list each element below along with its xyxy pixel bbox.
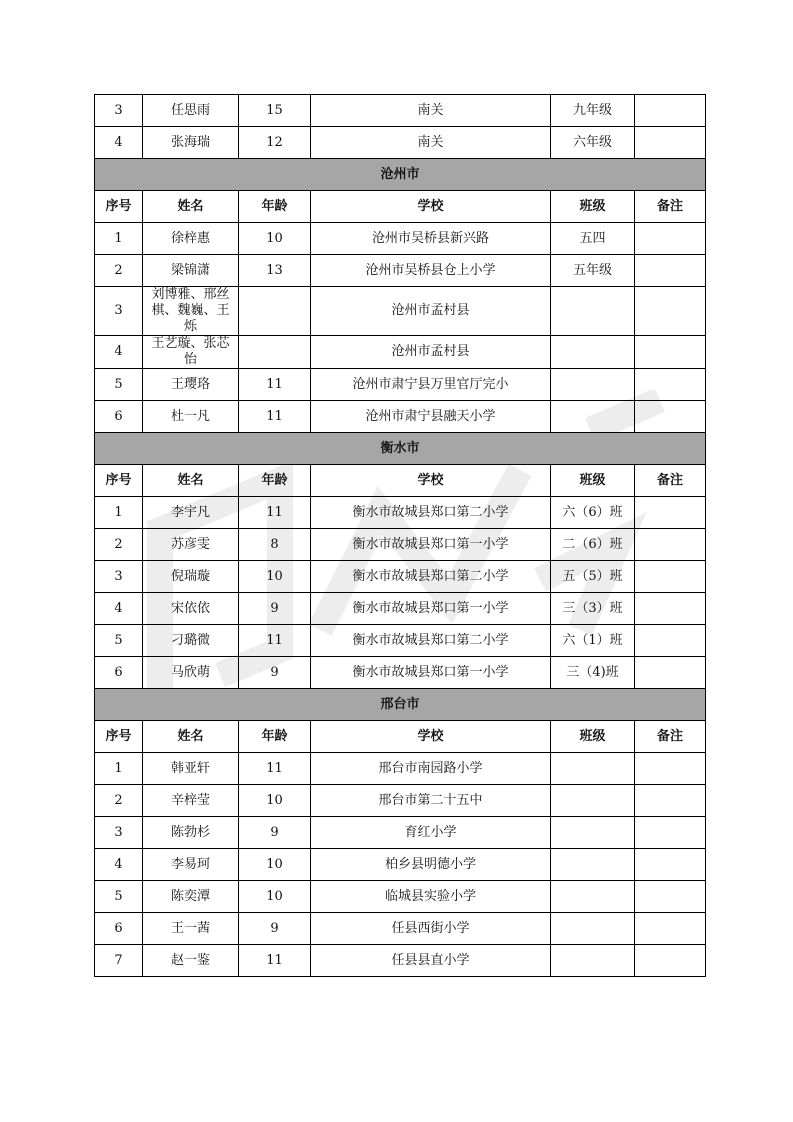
column-header-no: 序号: [95, 191, 143, 223]
cell-grade: [551, 785, 635, 817]
table-row: [95, 753, 706, 785]
column-header-row: [95, 465, 706, 497]
cell-grade: [551, 287, 635, 336]
cell-note: [635, 817, 706, 849]
cell-school: 沧州市肃宁县万里官厅完小: [311, 369, 551, 401]
cell-name: 王一茜: [143, 913, 239, 945]
cell-no: 6: [95, 401, 143, 433]
cell-age: 12: [239, 127, 311, 159]
column-header-note: 备注: [635, 465, 706, 497]
table-row: [95, 561, 706, 593]
cell-no: 5: [95, 881, 143, 913]
cell-note: [635, 529, 706, 561]
table-row: [95, 817, 706, 849]
cell-school: 任县县直小学: [311, 945, 551, 977]
cell-grade: 六（1）班: [551, 625, 635, 657]
cell-age: 10: [239, 785, 311, 817]
table-row: [95, 223, 706, 255]
cell-name: 任思雨: [143, 95, 239, 127]
cell-grade: [551, 881, 635, 913]
cell-age: 11: [239, 945, 311, 977]
cell-school: 沧州市吴桥县仓上小学: [311, 255, 551, 287]
cell-name: 梁锦潇: [143, 255, 239, 287]
table-row: [95, 529, 706, 561]
cell-no: 4: [95, 849, 143, 881]
cell-name: 赵一鉴: [143, 945, 239, 977]
cell-no: 2: [95, 255, 143, 287]
cell-note: [635, 287, 706, 336]
cell-no: 1: [95, 223, 143, 255]
cell-no: 3: [95, 561, 143, 593]
cell-note: [635, 127, 706, 159]
table-row: [95, 625, 706, 657]
cell-grade: 二（6）班: [551, 529, 635, 561]
cell-age: 9: [239, 913, 311, 945]
cell-no: 2: [95, 529, 143, 561]
cell-age: 9: [239, 817, 311, 849]
table-row: [95, 881, 706, 913]
student-table: [94, 94, 706, 977]
cell-no: 1: [95, 497, 143, 529]
column-header-note: 备注: [635, 721, 706, 753]
column-header-school: 学校: [311, 465, 551, 497]
cell-age: 10: [239, 849, 311, 881]
column-header-age: 年龄: [239, 191, 311, 223]
cell-note: [635, 753, 706, 785]
cell-age: 11: [239, 753, 311, 785]
cell-school: 衡水市故城县郑口第二小学: [311, 497, 551, 529]
column-header-age: 年龄: [239, 465, 311, 497]
cell-school: 沧州市孟村县: [311, 287, 551, 336]
cell-note: [635, 593, 706, 625]
cell-grade: [551, 849, 635, 881]
cell-no: 3: [95, 287, 143, 336]
column-header-name: 姓名: [143, 465, 239, 497]
cell-no: 4: [95, 336, 143, 369]
cell-no: 4: [95, 127, 143, 159]
table-row: [95, 95, 706, 127]
section-title: 衡水市: [95, 433, 706, 465]
cell-age: 9: [239, 657, 311, 689]
cell-note: [635, 625, 706, 657]
cell-grade: 六年级: [551, 127, 635, 159]
cell-note: [635, 881, 706, 913]
cell-school: 邢台市第二十五中: [311, 785, 551, 817]
cell-grade: 五四: [551, 223, 635, 255]
cell-age: 9: [239, 593, 311, 625]
table-row: [95, 945, 706, 977]
cell-school: 南关: [311, 127, 551, 159]
column-header-row: [95, 191, 706, 223]
table-row: [95, 785, 706, 817]
cell-grade: [551, 913, 635, 945]
cell-note: [635, 497, 706, 529]
cell-school: 育红小学: [311, 817, 551, 849]
cell-note: [635, 336, 706, 369]
cell-school: 柏乡县明德小学: [311, 849, 551, 881]
column-header-age: 年龄: [239, 721, 311, 753]
cell-no: 3: [95, 95, 143, 127]
section-title: 邢台市: [95, 689, 706, 721]
cell-note: [635, 369, 706, 401]
cell-name: 陈奕潭: [143, 881, 239, 913]
table-row: [95, 127, 706, 159]
column-header-no: 序号: [95, 721, 143, 753]
cell-grade: 五（5）班: [551, 561, 635, 593]
cell-name: 倪瑞璇: [143, 561, 239, 593]
cell-note: [635, 255, 706, 287]
cell-school: 任县西街小学: [311, 913, 551, 945]
cell-note: [635, 945, 706, 977]
table-row: [95, 401, 706, 433]
table-row: [95, 657, 706, 689]
cell-no: 5: [95, 625, 143, 657]
cell-no: 4: [95, 593, 143, 625]
cell-age: 11: [239, 369, 311, 401]
cell-name: 王艺璇、张芯怡: [143, 336, 239, 369]
column-header-name: 姓名: [143, 191, 239, 223]
column-header-school: 学校: [311, 721, 551, 753]
cell-school: 邢台市南园路小学: [311, 753, 551, 785]
column-header-name: 姓名: [143, 721, 239, 753]
cell-grade: 三（4)班: [551, 657, 635, 689]
cell-name: 辛梓莹: [143, 785, 239, 817]
cell-note: [635, 785, 706, 817]
cell-school: 衡水市故城县郑口第二小学: [311, 561, 551, 593]
cell-name: 马欣萌: [143, 657, 239, 689]
table-row: [95, 593, 706, 625]
cell-age: 10: [239, 561, 311, 593]
cell-age: 11: [239, 401, 311, 433]
column-header-no: 序号: [95, 465, 143, 497]
cell-name: 张海瑞: [143, 127, 239, 159]
cell-no: 3: [95, 817, 143, 849]
cell-no: 7: [95, 945, 143, 977]
cell-age: 15: [239, 95, 311, 127]
cell-grade: [551, 401, 635, 433]
cell-age: [239, 287, 311, 336]
cell-school: 沧州市孟村县: [311, 336, 551, 369]
section-header: [95, 689, 706, 721]
column-header-school: 学校: [311, 191, 551, 223]
column-header-grade: 班级: [551, 465, 635, 497]
cell-school: 沧州市肃宁县融天小学: [311, 401, 551, 433]
cell-age: 10: [239, 223, 311, 255]
cell-school: 南关: [311, 95, 551, 127]
cell-name: 李宇凡: [143, 497, 239, 529]
cell-name: 徐梓惠: [143, 223, 239, 255]
cell-school: 衡水市故城县郑口第一小学: [311, 529, 551, 561]
table-row: [95, 849, 706, 881]
cell-grade: 三（3）班: [551, 593, 635, 625]
table-row: [95, 336, 706, 369]
cell-school: 沧州市吴桥县新兴路: [311, 223, 551, 255]
cell-note: [635, 95, 706, 127]
section-title: 沧州市: [95, 159, 706, 191]
cell-name: 韩亚轩: [143, 753, 239, 785]
cell-grade: [551, 945, 635, 977]
cell-age: 11: [239, 625, 311, 657]
cell-school: 衡水市故城县郑口第一小学: [311, 593, 551, 625]
table-row: [95, 287, 706, 336]
cell-name: 王璎珞: [143, 369, 239, 401]
cell-note: [635, 657, 706, 689]
cell-school: 衡水市故城县郑口第一小学: [311, 657, 551, 689]
table-row: [95, 497, 706, 529]
table-row: [95, 913, 706, 945]
cell-school: 临城县实验小学: [311, 881, 551, 913]
cell-age: 11: [239, 497, 311, 529]
column-header-grade: 班级: [551, 721, 635, 753]
cell-name: 陈勃杉: [143, 817, 239, 849]
cell-no: 5: [95, 369, 143, 401]
cell-name: 刘博雅、邢丝棋、魏巍、王烁: [143, 287, 239, 336]
cell-note: [635, 223, 706, 255]
cell-no: 1: [95, 753, 143, 785]
table-row: [95, 255, 706, 287]
cell-school: 衡水市故城县郑口第二小学: [311, 625, 551, 657]
cell-grade: [551, 753, 635, 785]
cell-age: 10: [239, 881, 311, 913]
cell-age: [239, 336, 311, 369]
cell-grade: 六（6）班: [551, 497, 635, 529]
cell-name: 刁璐微: [143, 625, 239, 657]
cell-note: [635, 913, 706, 945]
cell-no: 6: [95, 657, 143, 689]
cell-no: 6: [95, 913, 143, 945]
cell-note: [635, 561, 706, 593]
cell-grade: 五年级: [551, 255, 635, 287]
cell-grade: [551, 369, 635, 401]
cell-name: 苏彦雯: [143, 529, 239, 561]
cell-age: 13: [239, 255, 311, 287]
section-header: [95, 433, 706, 465]
cell-age: 8: [239, 529, 311, 561]
cell-name: 杜一凡: [143, 401, 239, 433]
cell-grade: [551, 817, 635, 849]
column-header-note: 备注: [635, 191, 706, 223]
cell-grade: 九年级: [551, 95, 635, 127]
section-header: [95, 159, 706, 191]
cell-no: 2: [95, 785, 143, 817]
cell-name: 宋依依: [143, 593, 239, 625]
column-header-row: [95, 721, 706, 753]
cell-grade: [551, 336, 635, 369]
cell-note: [635, 401, 706, 433]
cell-note: [635, 849, 706, 881]
table-row: [95, 369, 706, 401]
cell-name: 李易珂: [143, 849, 239, 881]
column-header-grade: 班级: [551, 191, 635, 223]
